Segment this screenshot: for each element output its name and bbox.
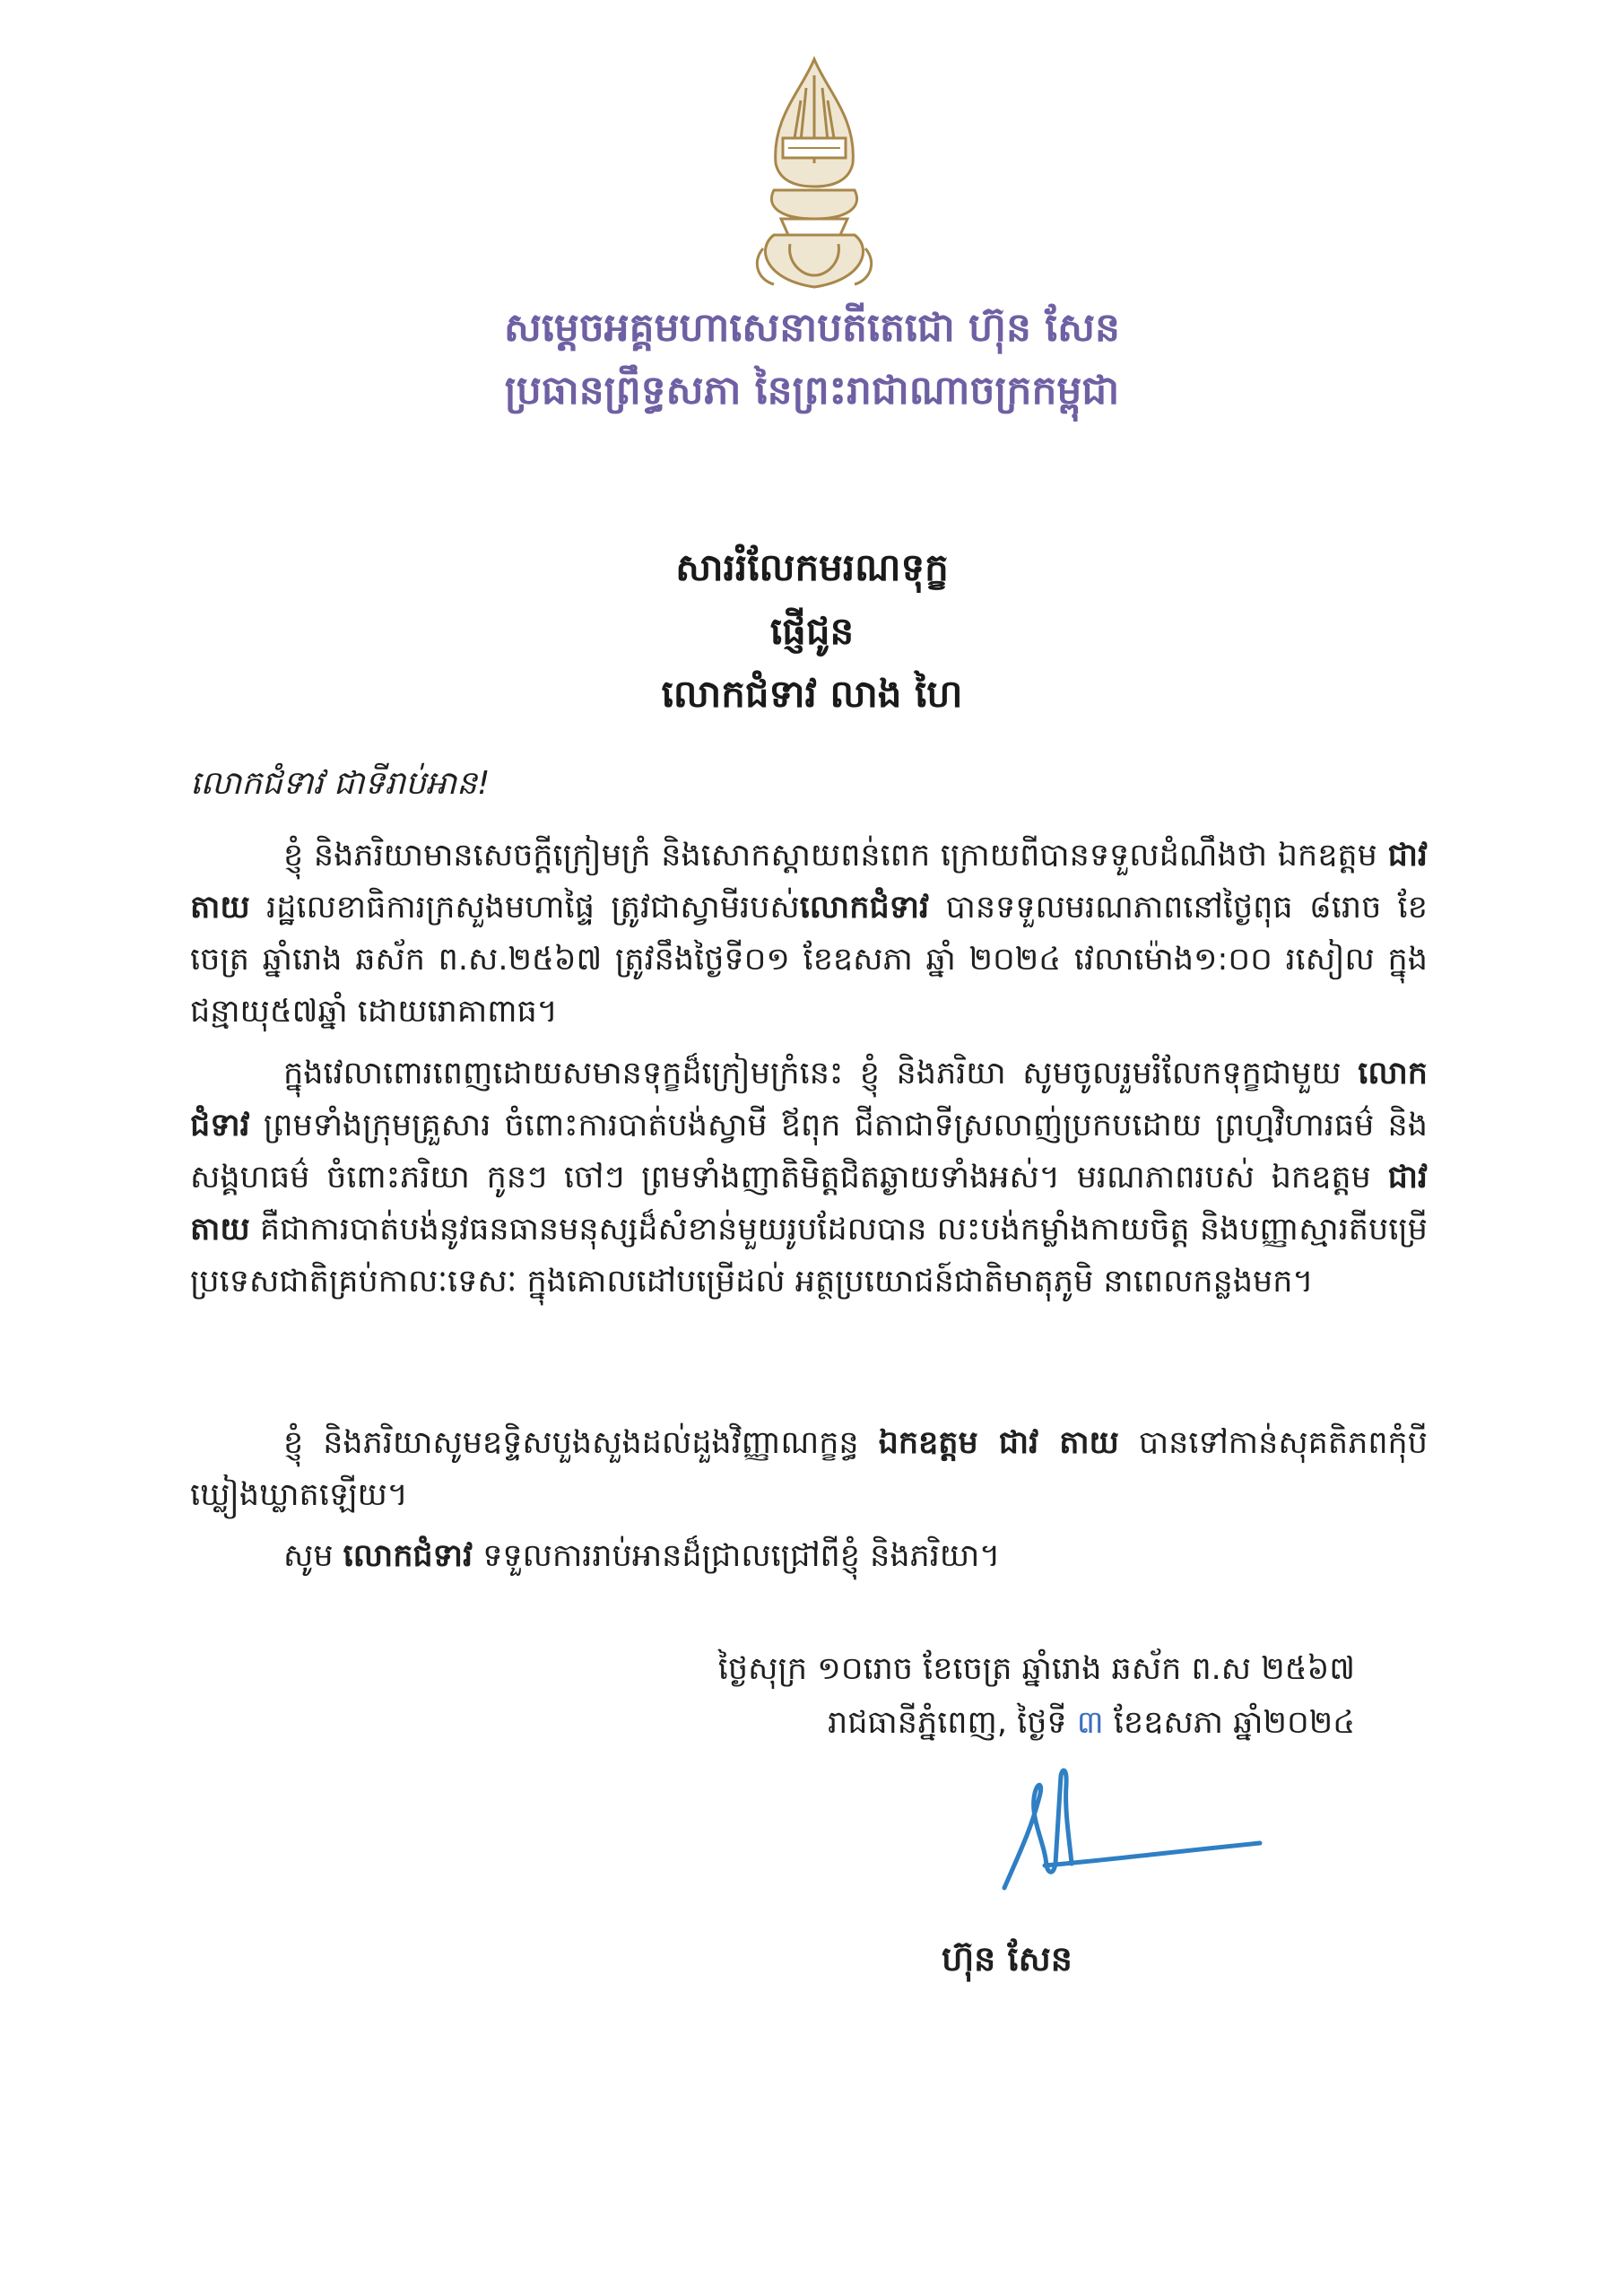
paragraph-2-text-a: ក្នុងវេលាពោរពេញដោយសមានទុក្ខដ៏ក្រៀមក្រំនេះ ខ្ញុំ និងភរិយា សូមចូលរួមរំលែកទុក្ខជាមួយ (283, 1056, 1359, 1091)
paragraph-3 (190, 1417, 1428, 1521)
paragraph-4-text-a: សូម (283, 1538, 343, 1574)
paragraph-2 (190, 1048, 1428, 1308)
senate-emblem (747, 56, 881, 293)
month-year-text: ខែឧសភា ឆ្នាំ២០២៤ (1103, 1705, 1355, 1741)
paragraph-2-text-c: ព្រមទាំងក្រុមគ្រួសារ ចំពោះការបាត់បង់ស្វាមី ឪពុក ជីតាជាទីស្រលាញ់ប្រកបដោយ ព្រហ្មវិហារធម៌ និងសង្គហធម៌ ចំពោះភរិយា កូនៗ ចៅៗ ព្រមទាំងញាតិមិត្តជិតឆ្ងាយទាំងអស់។ មរណភាពរបស់ ឯកឧត្តម (190, 1108, 1428, 1196)
paragraph-1-text-c: រដ្ឋលេខាធិការក្រសួងមហាផ្ទៃ ត្រូវជាស្វាមីរបស់ (249, 890, 800, 926)
paragraph-1 (190, 830, 1428, 1038)
letter-addressed-to: ផ្ញើជូន (769, 609, 855, 653)
day-number: ៣ (1076, 1705, 1104, 1741)
paragraph-2-bold-recipient: លោកជំទាវ (190, 1056, 1428, 1144)
salutation: លោកជំទាវ ជាទីរាប់អាន! (190, 765, 491, 802)
paragraph-4-text-c: ទទួលការរាប់អានដ៏ជ្រាលជ្រៅពីខ្ញុំ និងភរិយា។ (473, 1538, 1001, 1574)
paragraph-1-text-a: ខ្ញុំ និងភរិយាមានសេចក្តីក្រៀមក្រំ និងសោកស្តាយពន់ពេក ក្រោយពីបានទទួលដំណឹងថា ឯកឧត្តម (283, 838, 1388, 874)
paragraph-2-bold-name: ជាវ តាយ (190, 1160, 1428, 1248)
paragraph-1-bold-recipient: លោកជំទាវ (799, 890, 930, 926)
paragraph-3-bold-name: ឯកឧត្តម ជាវ តាយ (878, 1425, 1119, 1461)
handwritten-signature (991, 1758, 1278, 1910)
place-text: រាជធានីភ្នំពេញ, ថ្ងៃទី (828, 1705, 1077, 1741)
paragraph-3-text-a: ខ្ញុំ និងភរិយាសូមឧទ្ទិសបួងសួងដល់ដួងវិញ្ញាណក្ខន្ធ (283, 1425, 879, 1461)
letter-recipient: លោកជំទាវ លាង ហៃ (661, 672, 963, 716)
signer-name: ហ៊ុន សែន (942, 1939, 1073, 1979)
letter-title: សាររំលែកមរណទុក្ខ (675, 545, 949, 589)
paragraph-2-text-e: គឺជាការបាត់បង់នូវធនធានមនុស្សដ៏សំខាន់មួយរូបដែលបាន លះបង់កម្លាំងកាយចិត្ត និងបញ្ញាស្មារតីបម្រើប្រទេសជាតិគ្រប់កាលៈទេសៈ ក្នុងគោលដៅបម្រើដល់ អត្ថប្រយោជន៍ជាតិមាតុភូមិ នាពេលកន្លងមក។ (190, 1212, 1428, 1300)
lunar-date: ថ្ងៃសុក្រ ១០រោច ខែចេត្រ ឆ្នាំរោង ឆស័ក ព.ស ២៥៦៧ (717, 1651, 1355, 1687)
place-and-date (828, 1697, 1355, 1749)
senate-subtitle: ប្រធានព្រឹទ្ធសភា នៃព្រះរាជាណាចក្រកម្ពុជា (504, 368, 1120, 413)
paragraph-4-bold-recipient: លោកជំទាវ (343, 1538, 473, 1574)
paragraph-3-text-c: បានទៅកាន់សុគតិភពកុំបីឃ្លៀងឃ្លាតឡើយ។ (190, 1425, 1428, 1513)
paragraph-4 (190, 1530, 1428, 1582)
senate-president-title: សម្តេចអគ្គមហាសេនាបតីតេជោ ហ៊ុន សែន (504, 305, 1120, 351)
paragraph-1-text-e: បានទទួលមរណភាពនៅថ្ងៃពុធ ៨រោច ខែចេត្រ ឆ្នាំរោង ឆស័ក ព.ស.២៥៦៧ ត្រូវនឹងថ្ងៃទី០១ ខែឧសភា ឆ្នាំ ២០២៤ វេលាម៉ោង១:០០ រសៀល ក្នុងជន្មាយុ៥៧ឆ្នាំ ដោយរោគាពាធ។ (190, 890, 1429, 1030)
paragraph-1-bold-name: ជាវ តាយ (190, 838, 1428, 926)
